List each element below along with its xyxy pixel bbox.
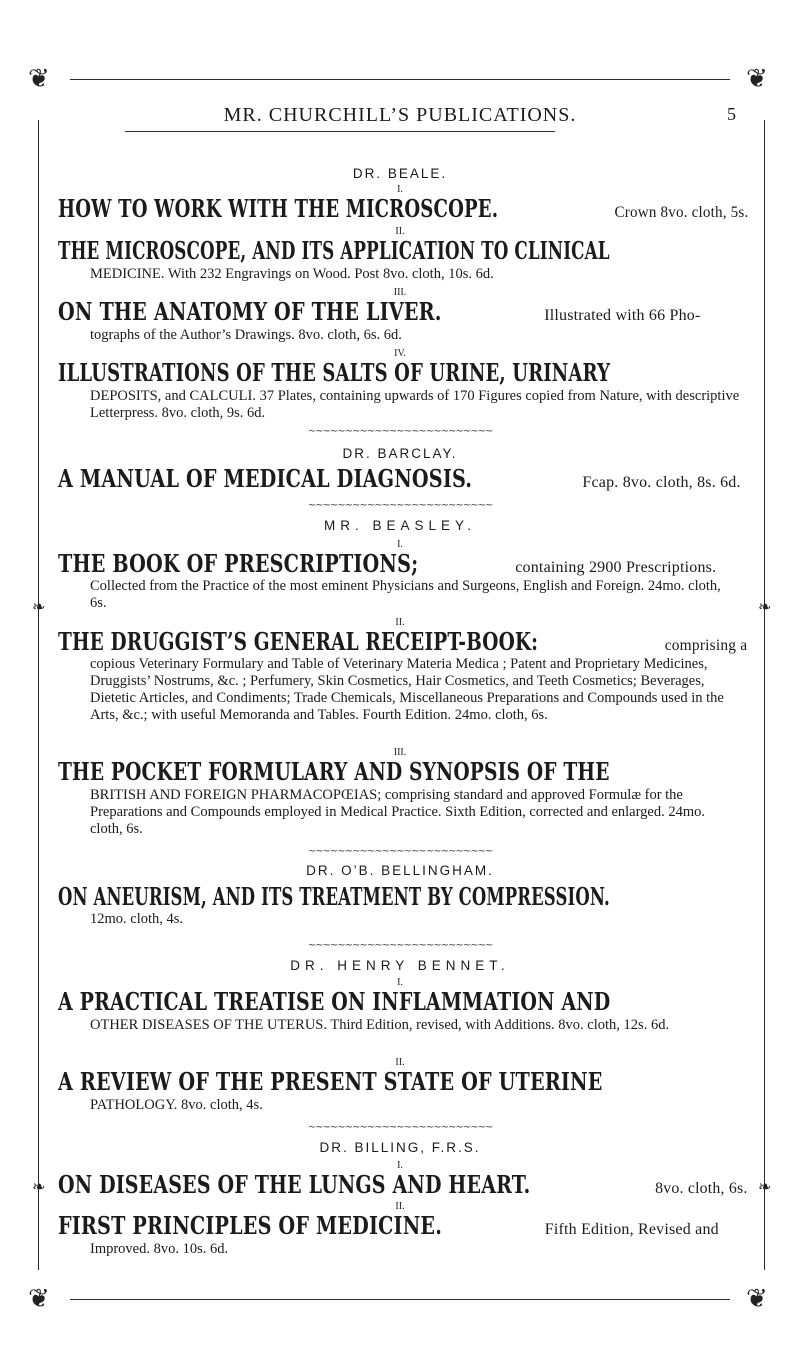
work-description: Fifth Edition, Revised and [544, 1221, 719, 1238]
wavy-divider: ∼∼∼∼∼∼∼∼∼∼∼∼∼∼∼∼∼∼∼∼∼∼∼∼∼ [307, 1122, 493, 1133]
side-ornament-icon: ❧ [32, 1179, 46, 1196]
work-details: Improved. 8vo. 10s. 6d. [90, 1241, 229, 1257]
corner-ornament-icon: ❦ [746, 1284, 768, 1313]
running-head: MR. CHURCHILL’S PUBLICATIONS. [223, 104, 577, 126]
work-title-line [58, 987, 740, 1017]
author-heading: DR. HENRY BENNET. [290, 958, 510, 973]
work-number: I. [397, 977, 403, 988]
work-details: copious Veterinary Formulary and Table of Veterinary Materia Medica ; Patent and Proprietary Medicines, Druggists’ Nostrums, &c. ; Perfumery, Skin Cosmetics, Hair Cosmetics, and Teeth Cosmetics; Beverages, Dietetic Articles, and Condiments; Trade Chemicals, Miscellaneous Preparations and Compounds used in the Arts, &c.; with useful Memoranda and Tables. Fourth Edition. 24mo. cloth, 6s. [90, 656, 724, 723]
work-title: THE POCKET FORMULARY AND SYNOPSIS OF THE [58, 757, 610, 786]
work-title: THE DRUGGIST’S GENERAL RECEIPT-BOOK: [58, 627, 539, 656]
wavy-divider: ∼∼∼∼∼∼∼∼∼∼∼∼∼∼∼∼∼∼∼∼∼∼∼∼∼ [307, 940, 493, 951]
work-number: IV. [394, 348, 406, 359]
work-description: comprising a [664, 637, 748, 654]
work-title: A PRACTICAL TREATISE ON INFLAMMATION AND [58, 987, 611, 1016]
work-details: Collected from the Practice of the most eminent Physicians and Surgeons, English and Foreign. 24mo. cloth, 6s. [90, 578, 721, 611]
work-title-line [58, 297, 748, 331]
head-rule [125, 131, 555, 132]
work-title: ON DISEASES OF THE LUNGS AND HEART. [58, 1170, 531, 1199]
page-number: 5 [727, 104, 736, 124]
work-number: II. [395, 1057, 405, 1068]
work-title-line [58, 882, 650, 912]
work-title-line [58, 1067, 748, 1097]
wavy-divider: ∼∼∼∼∼∼∼∼∼∼∼∼∼∼∼∼∼∼∼∼∼∼∼∼∼ [307, 500, 493, 511]
work-number: II. [395, 1201, 405, 1212]
work-title-line [58, 464, 748, 498]
work-title: A REVIEW OF THE PRESENT STATE OF UTERINE [58, 1067, 603, 1096]
work-title: HOW TO WORK WITH THE MICROSCOPE. [58, 194, 499, 223]
work-title-line [58, 1170, 748, 1204]
author-heading: DR. BARCLAY. [342, 446, 458, 461]
work-number: III. [393, 747, 407, 758]
work-description: containing 2900 Prescriptions. [515, 559, 717, 576]
work-details: OTHER DISEASES OF THE UTERUS. Third Edition, revised, with Additions. 8vo. cloth, 12s. 6d. [90, 1017, 670, 1033]
wavy-divider: ∼∼∼∼∼∼∼∼∼∼∼∼∼∼∼∼∼∼∼∼∼∼∼∼∼ [307, 846, 493, 857]
top-border-rule [70, 79, 730, 80]
work-description: Illustrated with 66 Pho- [544, 307, 701, 324]
work-details: PATHOLOGY. 8vo. cloth, 4s. [90, 1097, 263, 1113]
author-heading: DR. O’B. BELLINGHAM. [306, 863, 494, 878]
work-description: Crown 8vo. cloth, 5s. [614, 204, 749, 221]
wavy-divider: ∼∼∼∼∼∼∼∼∼∼∼∼∼∼∼∼∼∼∼∼∼∼∼∼∼ [307, 426, 493, 437]
author-heading: MR. BEASLEY. [323, 518, 477, 533]
work-title: ILLUSTRATIONS OF THE SALTS OF URINE, URINARY [58, 358, 611, 387]
work-title-line [58, 757, 729, 787]
work-title: THE BOOK OF PRESCRIPTIONS; [58, 549, 419, 578]
side-ornament-icon: ❧ [758, 599, 772, 616]
work-description: 8vo. cloth, 6s. [655, 1180, 748, 1197]
work-title-line [58, 358, 705, 388]
work-number: II. [395, 617, 405, 628]
side-ornament-icon: ❧ [32, 599, 46, 616]
work-title: ON THE ANATOMY OF THE LIVER. [58, 297, 442, 326]
work-title: A MANUAL OF MEDICAL DIAGNOSIS. [58, 464, 473, 493]
work-number: II. [395, 226, 405, 237]
work-title-line [58, 236, 660, 266]
corner-ornament-icon: ❦ [28, 64, 50, 93]
corner-ornament-icon: ❦ [746, 64, 768, 93]
side-ornament-icon: ❧ [758, 1179, 772, 1196]
work-title: ON ANEURISM, AND ITS TREATMENT BY COMPRESSION. [58, 882, 610, 911]
work-title-line [58, 194, 749, 228]
work-number: I. [397, 1160, 403, 1171]
bottom-border-rule [70, 1299, 730, 1300]
work-title-line [58, 1211, 748, 1245]
corner-ornament-icon: ❦ [28, 1284, 50, 1313]
work-details: DEPOSITS, and CALCULI. 37 Plates, containing upwards of 170 Figures copied from Nature, with descriptive Letterpress. 8vo. cloth, 9s. 6d. [90, 388, 740, 421]
work-title: FIRST PRINCIPLES OF MEDICINE. [58, 1211, 443, 1240]
work-title: THE MICROSCOPE, AND ITS APPLICATION TO CLINICAL [58, 236, 610, 265]
author-heading: DR. BILLING, F.R.S. [319, 1140, 481, 1155]
work-details: 12mo. cloth, 4s. [90, 911, 184, 927]
work-details: MEDICINE. With 232 Engravings on Wood. Post 8vo. cloth, 10s. 6d. [90, 266, 494, 282]
author-heading: DR. BEALE. [352, 166, 448, 181]
work-number: I. [397, 539, 403, 550]
work-number: III. [393, 287, 407, 298]
work-description: Fcap. 8vo. cloth, 8s. 6d. [582, 474, 741, 491]
work-details: BRITISH AND FOREIGN PHARMACOPŒIAS; comprising standard and approved Formulæ for the Preparations and Compounds employed in Medical Practice. Sixth Edition, corrected and enlarged. 24mo. cloth, 6s. [90, 787, 706, 837]
work-number: I. [397, 184, 403, 195]
work-details: tographs of the Author’s Drawings. 8vo. cloth, 6s. 6d. [90, 327, 402, 343]
